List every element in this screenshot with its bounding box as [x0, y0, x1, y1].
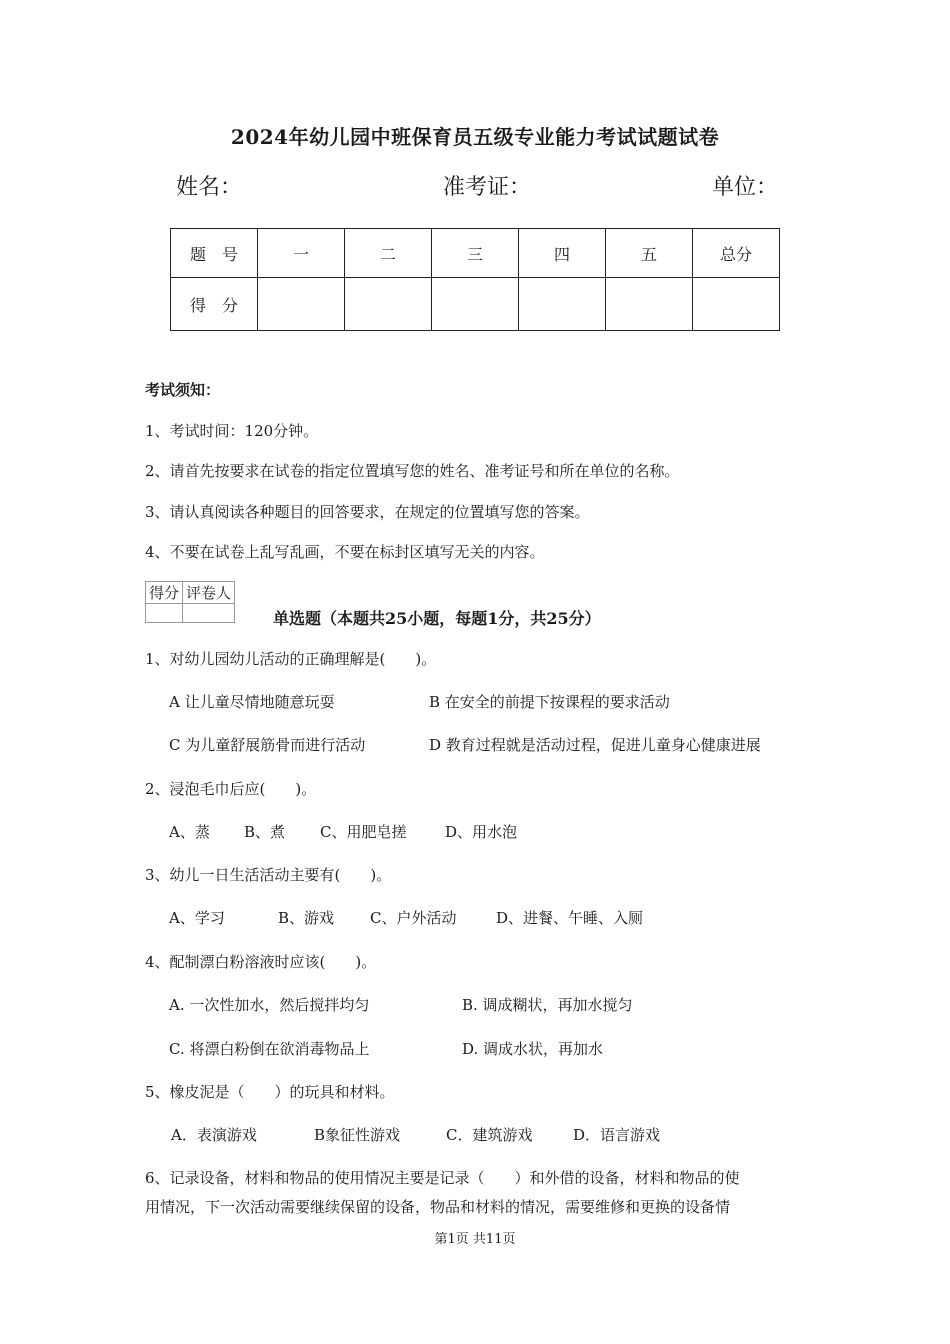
- question-option: A．表演游戏: [171, 1126, 257, 1144]
- notice-item: 4、不要在试卷上乱写乱画，不要在标封区填写无关的内容。: [145, 543, 545, 561]
- question-option: B、游戏: [278, 909, 335, 927]
- section-title: 单选题（本题共25小题，每题1分，共25分）: [273, 609, 601, 628]
- grader-reviewer-label: 评卷人: [183, 582, 235, 604]
- question-option: D. 调成水状，再加水: [462, 1040, 604, 1058]
- notice-heading: 考试须知：: [145, 381, 221, 399]
- question-option: B. 调成糊状，再加水搅匀: [462, 996, 633, 1014]
- score-header-cell: 题 号: [171, 229, 258, 278]
- question-option: A、学习: [169, 909, 225, 927]
- score-header-cell: 四: [519, 229, 606, 278]
- question-option: A 让儿童尽情地随意玩耍: [169, 693, 335, 711]
- question-option: C 为儿童舒展筋骨而进行活动: [169, 736, 366, 754]
- question-option: B象征性游戏: [314, 1126, 401, 1144]
- grader-blank-row: [146, 604, 235, 623]
- question-stem-line: 6、记录设备，材料和物品的使用情况主要是记录（ ）和外借的设备，材料和物品的使: [145, 1169, 740, 1187]
- score-header-cell: 二: [345, 229, 432, 278]
- name-field-label: 姓名：: [176, 175, 243, 200]
- question-option: C. 将漂白粉倒在欲消毒物品上: [169, 1040, 370, 1058]
- question-stem: 3、幼儿一日生活活动主要有( )。: [145, 866, 392, 884]
- question-stem: 1、对幼儿园幼儿活动的正确理解是( )。: [145, 650, 437, 668]
- question-option: D、用水泡: [445, 823, 518, 841]
- notice-item: 3、请认真阅读各种题目的回答要求，在规定的位置填写您的答案。: [145, 503, 590, 521]
- question-stem: 4、配制漂白粉溶液时应该( )。: [145, 953, 377, 971]
- notice-item: 1、考试时间：120分钟。: [145, 422, 319, 440]
- exam-title: 2024年幼儿园中班保育员五级专业能力考试试题试卷: [230, 125, 720, 149]
- unit-field-label: 单位：: [712, 175, 779, 200]
- question-stem-line: 用情况，下一次活动需要继续保留的设备，物品和材料的情况，需要维修和更换的设备情: [145, 1198, 731, 1216]
- question-option: B 在安全的前提下按课程的要求活动: [429, 693, 670, 711]
- grader-score-label: 得分: [146, 582, 183, 604]
- grader-score-cell[interactable]: [146, 604, 183, 623]
- grader-box: [145, 581, 235, 623]
- score-table: [170, 228, 780, 331]
- question-option: B、煮: [244, 823, 286, 841]
- score-row-label: 得 分: [171, 278, 258, 331]
- score-cell[interactable]: [432, 278, 519, 331]
- score-header-cell: 三: [432, 229, 519, 278]
- notice-item: 2、请首先按要求在试卷的指定位置填写您的姓名、准考证号和所在单位的名称。: [145, 462, 680, 480]
- question-option: C、户外活动: [370, 909, 457, 927]
- score-cell[interactable]: [606, 278, 693, 331]
- score-table-header-row: [171, 229, 780, 278]
- score-header-cell: 总分: [693, 229, 780, 278]
- score-table-score-row: [171, 278, 780, 331]
- grader-reviewer-cell[interactable]: [183, 604, 235, 623]
- score-cell[interactable]: [345, 278, 432, 331]
- question-option: A. 一次性加水，然后搅拌均匀: [169, 996, 370, 1014]
- question-option: A、蒸: [169, 823, 210, 841]
- page-footer: 第1页 共11页: [434, 1232, 516, 1247]
- score-cell[interactable]: [693, 278, 780, 331]
- question-option: C．建筑游戏: [446, 1126, 533, 1144]
- exam-id-field-label: 准考证：: [443, 175, 532, 200]
- question-option: D 教育过程就是活动过程，促进儿童身心健康进展: [429, 736, 761, 754]
- score-header-cell: 五: [606, 229, 693, 278]
- score-cell[interactable]: [519, 278, 606, 331]
- question-stem: 2、浸泡毛巾后应( )。: [145, 780, 317, 798]
- question-option: D、进餐、午睡、入厕: [496, 909, 644, 927]
- question-option: C、用肥皂搓: [320, 823, 407, 841]
- question-option: D．语言游戏: [573, 1126, 661, 1144]
- score-header-cell: 一: [258, 229, 345, 278]
- question-stem: 5、橡皮泥是（ ）的玩具和材料。: [145, 1083, 395, 1101]
- grader-header-row: [146, 582, 235, 604]
- score-cell[interactable]: [258, 278, 345, 331]
